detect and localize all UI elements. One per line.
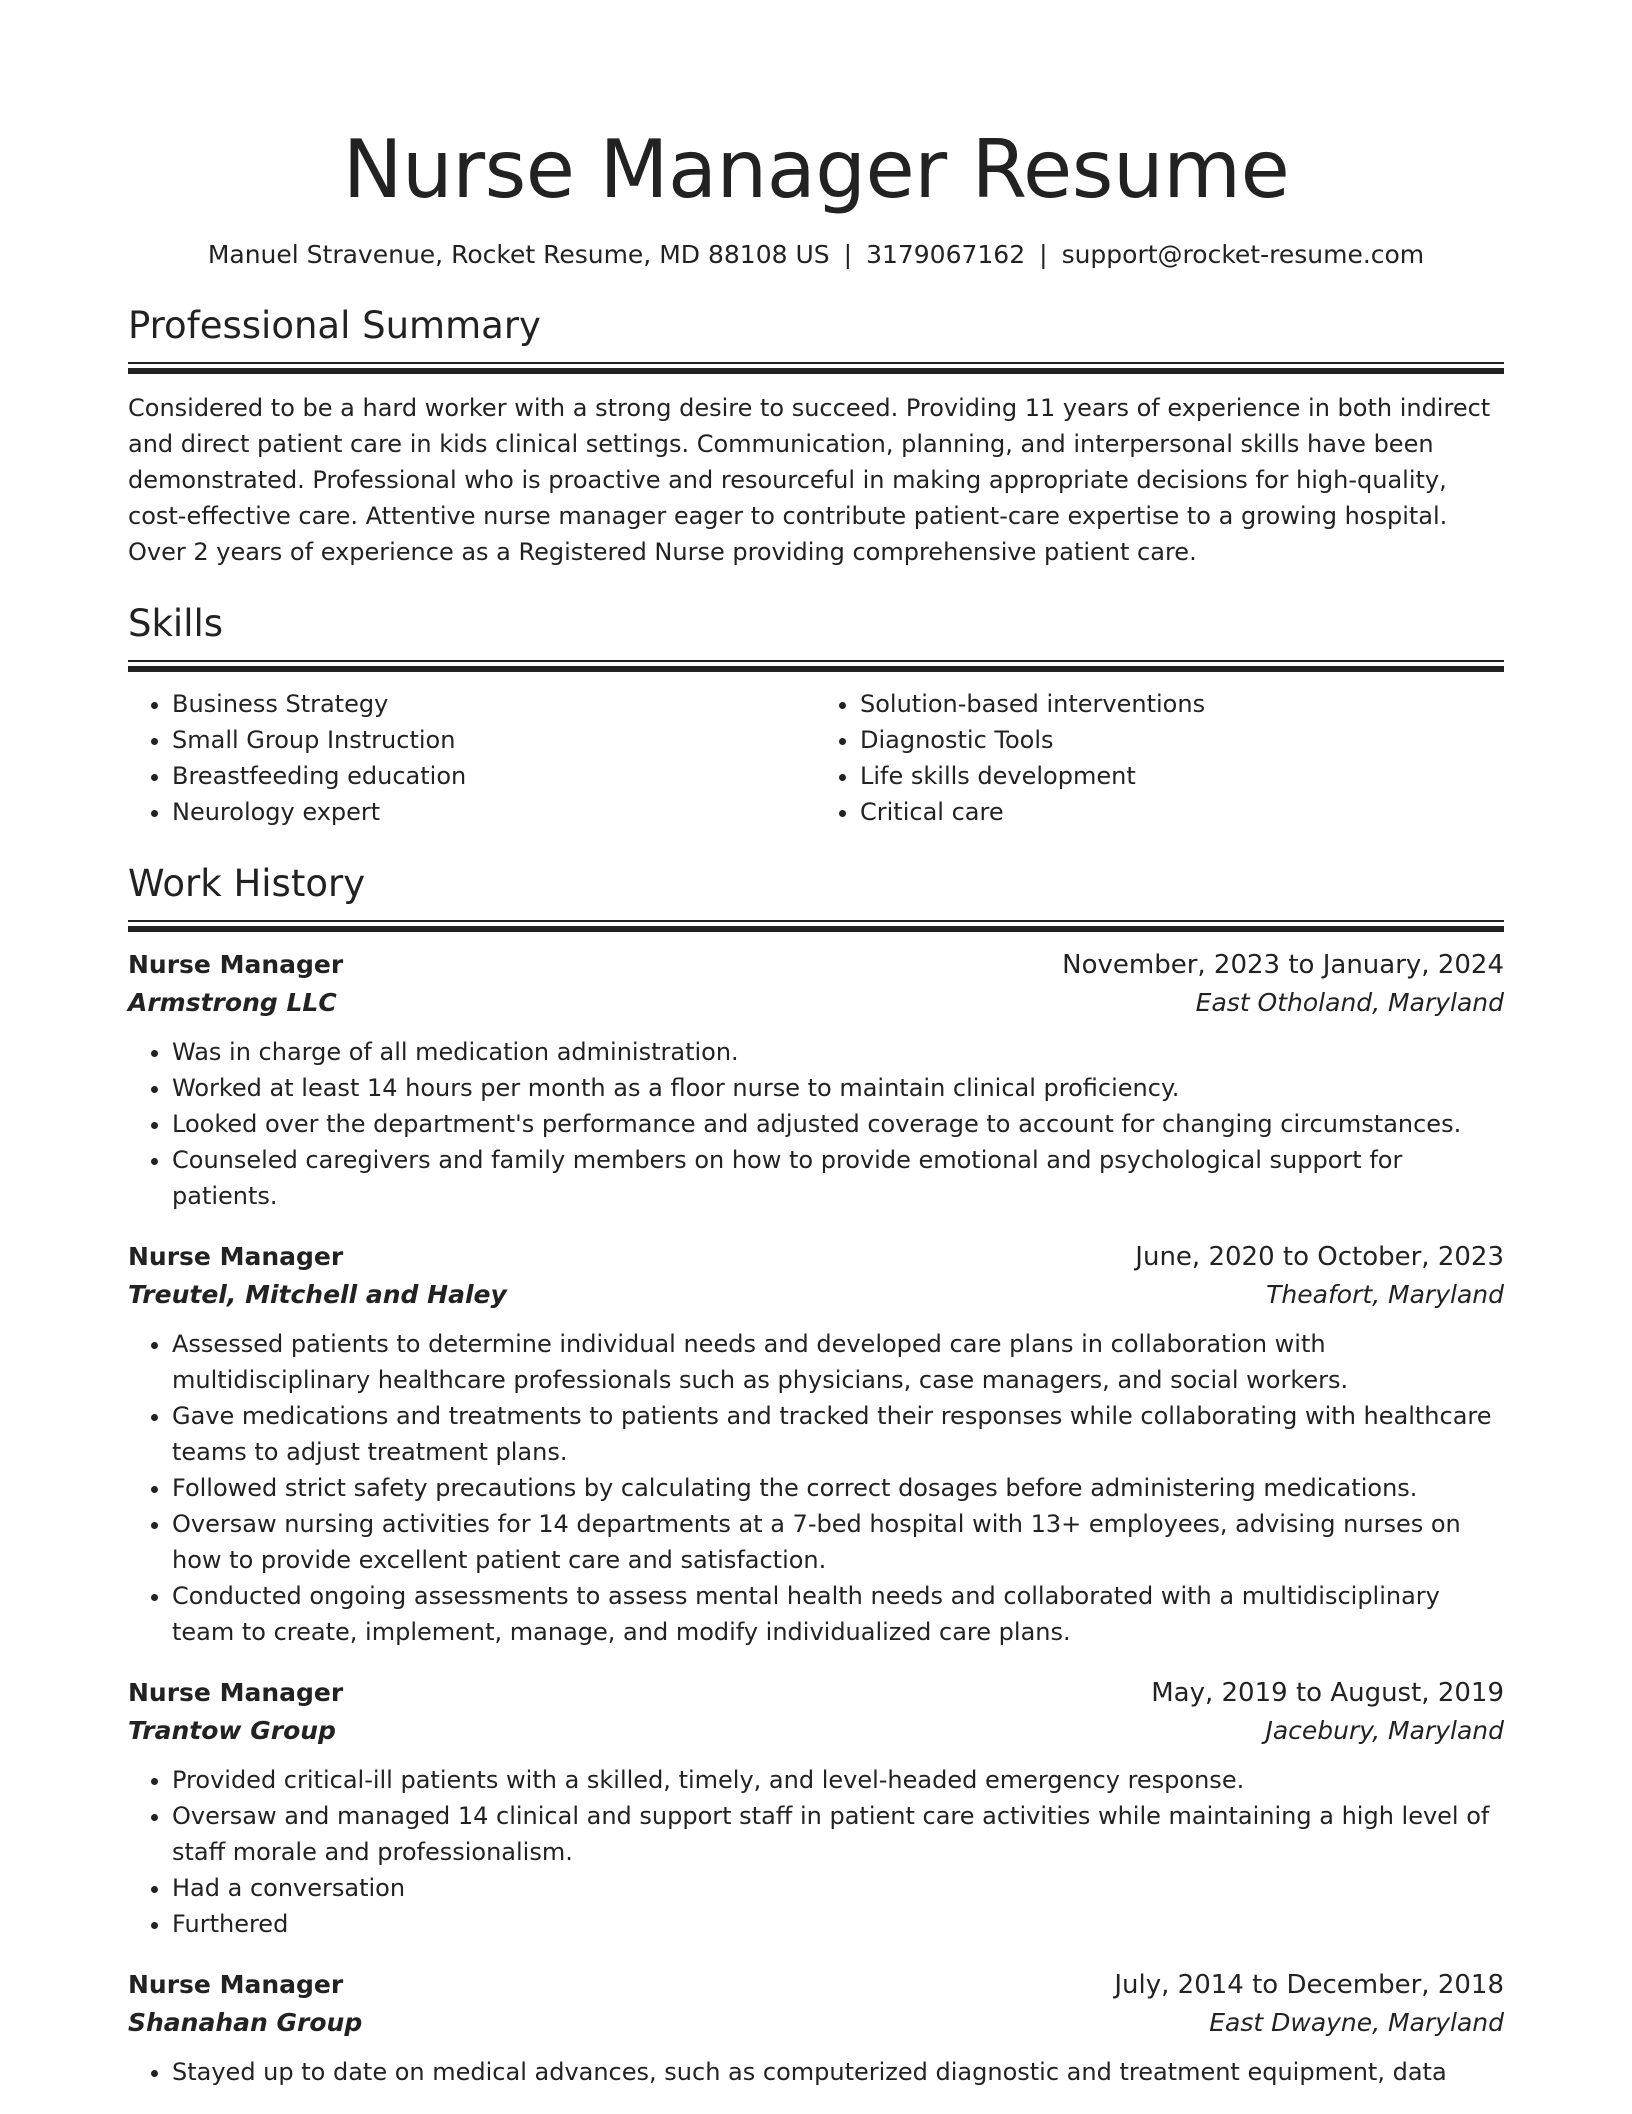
job-bullets [128,1034,1504,1214]
job-bullets [128,1762,1504,1942]
skill-item: • Life skills development [860,758,1504,794]
skill-item: • Diagnostic Tools [860,722,1504,758]
job-dates: May, 2019 to August, 2019 [1151,1678,1504,1708]
job-location: Theafort, Maryland [1266,1280,1504,1309]
skill-item: • Critical care [860,794,1504,830]
contact-line [128,238,1504,272]
job-bullet: • Provided critical-ill patients with a skilled, timely, and level-headed emergency response. [172,1762,1504,1798]
skills-list [128,686,1504,830]
skills-column-right [816,686,1504,830]
page-title: Nurse Manager Resume [342,123,1290,216]
contact-email: support@rocket-resume.com [1061,240,1425,269]
job-title: Nurse Manager [128,1242,344,1271]
skill-item: • Small Group Instruction [172,722,816,758]
contact-address: Manuel Stravenue, Rocket Resume, MD 88108 US [207,240,830,269]
section-heading-skills: Skills [128,602,224,645]
job-bullet: • Oversaw and managed 14 clinical and support staff in patient care activities while maintaining a high level of staff morale and professionalism. [172,1798,1504,1870]
job-bullets [128,1326,1504,1650]
contact-separator: | [843,240,853,269]
job-company: Trantow Group [128,1716,336,1745]
job-dates: July, 2014 to December, 2018 [1114,1970,1504,2000]
job-bullet: • Furthered [172,1906,1504,1942]
job-bullet: • Stayed up to date on medical advances, such as computerized diagnostic and treatment equipment, data [172,2054,1504,2090]
job-company: Shanahan Group [128,2008,363,2037]
resume-page [128,0,1504,2114]
job-bullet: • Assessed patients to determine individual needs and developed care plans in collaboration with multidisciplinary healthcare professionals such as physicians, case managers, and social workers. [172,1326,1504,1398]
job-bullet: • Was in charge of all medication administration. [172,1034,1504,1070]
skills-column-left [128,686,816,830]
job-entry [128,946,1504,1214]
job-bullet: • Looked over the department's performance and adjusted coverage to account for changing circumstances. [172,1106,1504,1142]
summary-section [128,302,1504,570]
contact-phone: 3179067162 [866,240,1026,269]
skill-item: • Business Strategy [172,686,816,722]
skill-item: • Neurology expert [172,794,816,830]
skill-item: • Solution-based interventions [860,686,1504,722]
job-company: Armstrong LLC [128,988,337,1017]
job-location: East Otholand, Maryland [1195,988,1504,1017]
job-bullets [128,2054,1504,2090]
job-bullet: • Worked at least 14 hours per month as a floor nurse to maintain clinical proficiency. [172,1070,1504,1106]
section-divider [128,920,1504,932]
job-bullet: • Gave medications and treatments to patients and tracked their responses while collaborating with healthcare teams to adjust treatment plans. [172,1398,1504,1470]
job-bullet: • Counseled caregivers and family members on how to provide emotional and psychological support for patients. [172,1142,1504,1214]
contact-separator: | [1039,240,1048,269]
job-entry [128,1966,1504,2090]
section-divider [128,362,1504,374]
skill-item: • Breastfeeding education [172,758,816,794]
job-title: Nurse Manager [128,1678,344,1707]
job-company: Treutel, Mitchell and Haley [128,1280,507,1309]
job-bullet: • Oversaw nursing activities for 14 departments at a 7-bed hospital with 13+ employees, advising nurses on how to provide excellent patient care and satisfaction. [172,1506,1504,1578]
section-heading-work: Work History [128,862,366,905]
work-history-section [128,860,1504,2090]
job-title: Nurse Manager [128,1970,344,1999]
job-dates: November, 2023 to January, 2024 [1062,950,1504,980]
job-bullet: • Had a conversation [172,1870,1504,1906]
skills-section [128,600,1504,830]
job-bullet: • Followed strict safety precautions by calculating the correct dosages before administering medications. [172,1470,1504,1506]
job-entry [128,1674,1504,1942]
job-entry [128,1238,1504,1650]
section-heading-summary: Professional Summary [128,304,541,347]
job-dates: June, 2020 to October, 2023 [1135,1242,1504,1272]
section-divider [128,660,1504,672]
summary-text: Considered to be a hard worker with a strong desire to succeed. Providing 11 years of experience in both indirect and direct patient care in kids clinical settings. Communication, planning, and interpersonal skills have been demonstrated. Professional who is proactive and resourceful in making appropriate decisions for high-quality, cost-effective care. Attentive nurse manager eager to contribute patient-care expertise to a growing hospital. Over 2 years of experience as a Registered Nurse providing comprehensive patient care. [128,394,1491,566]
job-bullet: • Conducted ongoing assessments to assess mental health needs and collaborated with a multidisciplinary team to create, implement, manage, and modify individualized care plans. [172,1578,1504,1650]
job-title: Nurse Manager [128,950,344,979]
job-location: East Dwayne, Maryland [1209,2008,1504,2037]
job-location: Jacebury, Maryland [1265,1716,1504,1745]
